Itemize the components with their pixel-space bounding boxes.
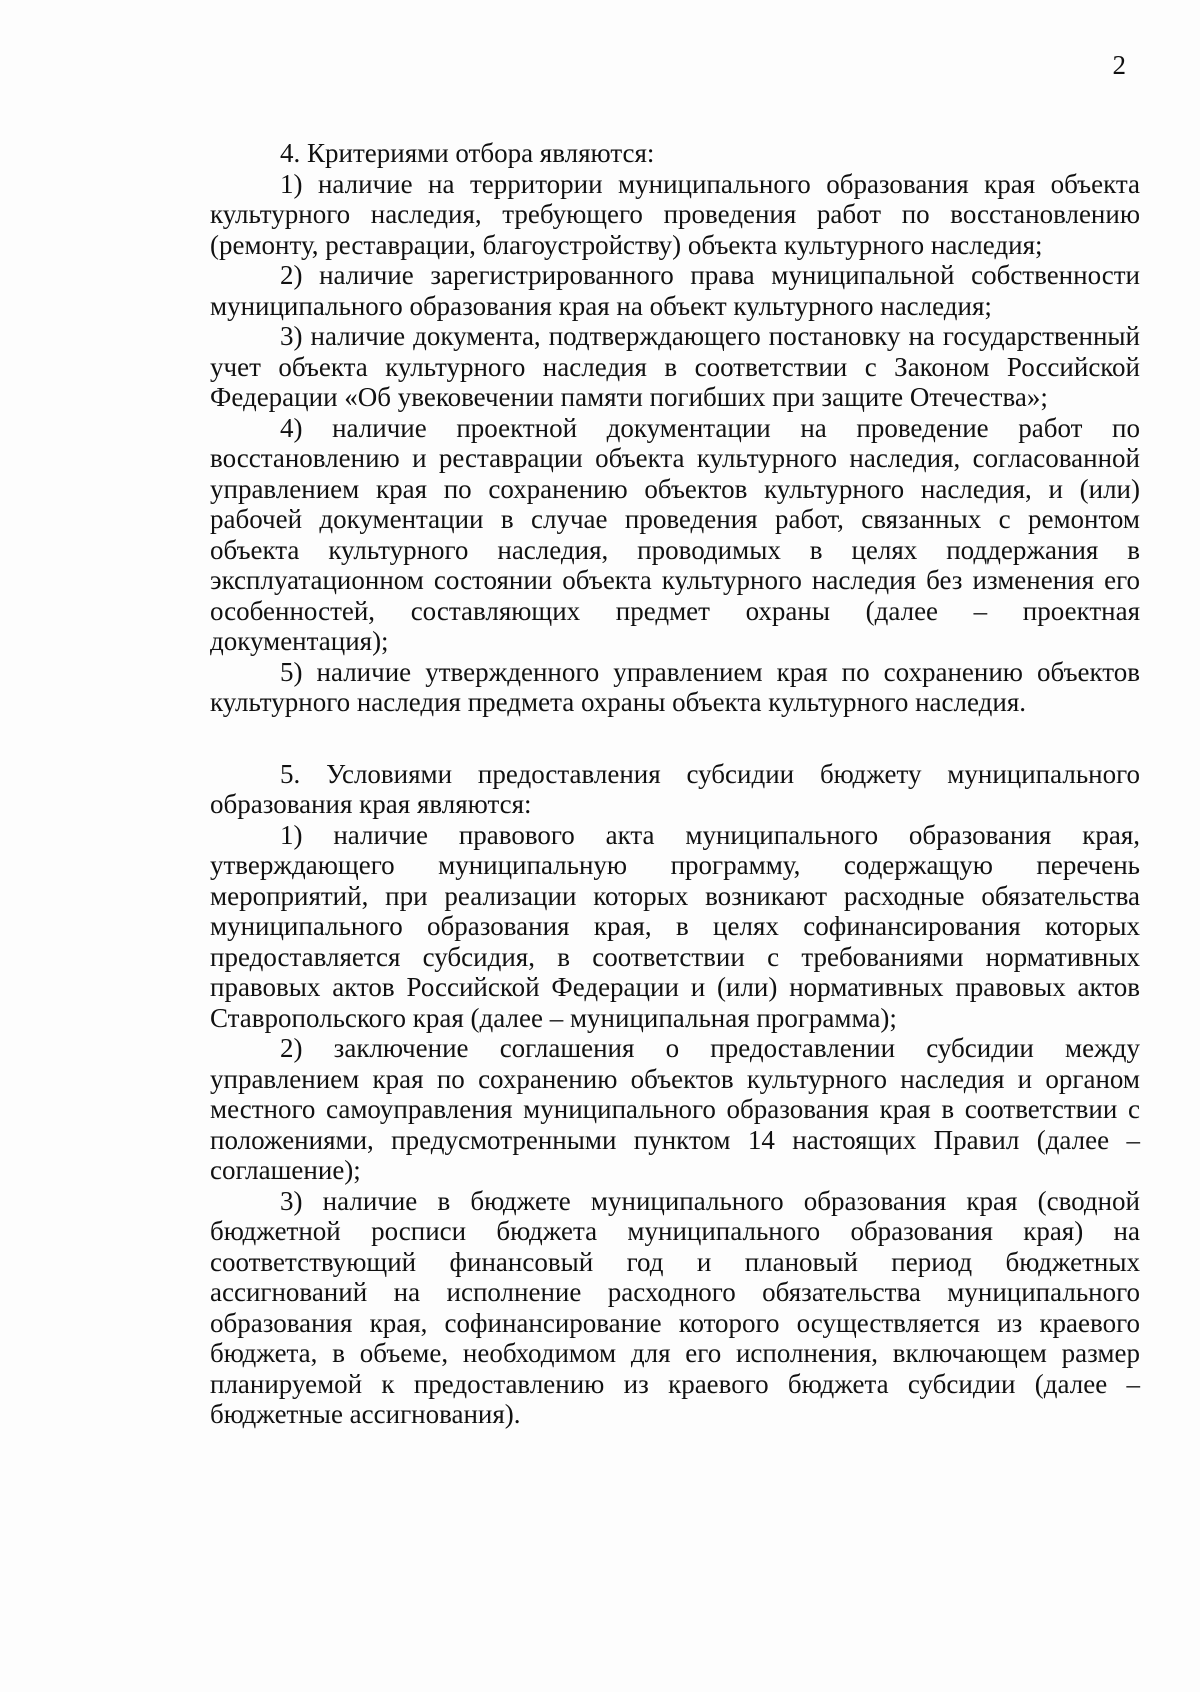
paragraph-conditions-3: 3) наличие в бюджете муниципального образования края (сводной бюджетной росписи бюджета муниципального образования края) на соответствующий финансовый год и плановый период бюджетных ассигнований на исполнение расходного обязательства муниципального образования края, софинансирование которого осуществляется из краевого бюджета, в объеме, необходимом для его исполнения, включающем размер планируемой к предоставлению из краевого бюджета субсидии (далее – бюджетные ассигнования). bbox=[210, 1185, 1140, 1429]
paragraph-criteria-5: 5) наличие утвержденного управлением края по сохранению объектов культурного наследия предмета охраны объекта культурного наследия. bbox=[210, 656, 1140, 717]
paragraph-criteria-3: 3) наличие документа, подтверждающего постановку на государственный учет объекта культурного наследия в соответствии с Законом Российской Федерации «Об увековечении памяти погибших при защите Отечества»; bbox=[210, 321, 1140, 412]
paragraph-conditions-heading: 5. Условиями предоставления субсидии бюджету муниципального образования края являются: bbox=[210, 758, 1140, 819]
document-body bbox=[210, 138, 1140, 1430]
paragraph-criteria-2: 2) наличие зарегистрированного права муниципальной собственности муниципального образования края на объект культурного наследия; bbox=[210, 260, 1140, 321]
paragraph-conditions-2: 2) заключение соглашения о предоставлении субсидии между управлением края по сохранению объектов культурного наследия и органом местного самоуправления муниципального образования края в соответствии с положениями, предусмотренными пунктом 14 настоящих Правил (далее – соглашение); bbox=[210, 1033, 1140, 1185]
paragraph-conditions-1: 1) наличие правового акта муниципального образования края, утверждающего муниципальную программу, содержащую перечень мероприятий, при реализации которых возникают расходные обязательства муниципального образования края, в целях софинансирования которых предоставляется субсидия, в соответствии с требованиями нормативных правовых актов Российской Федерации и (или) нормативных правовых актов Ставропольского края (далее – муниципальная программа); bbox=[210, 819, 1140, 1033]
page-number: 2 bbox=[1112, 50, 1126, 80]
paragraph-criteria-heading: 4. Критериями отбора являются: bbox=[280, 138, 655, 168]
paragraph-criteria-4: 4) наличие проектной документации на проведение работ по восстановлению и реставрации объекта культурного наследия, согласованной управлением края по сохранению объектов культурного наследия, и (или) рабочей документации в случае проведения работ, связанных с ремонтом объекта культурного наследия, проводимых в целях поддержания в эксплуатационном состоянии объекта культурного наследия без изменения его особенностей, составляющих предмет охраны (далее – проектная документация); bbox=[210, 412, 1140, 656]
paragraph-criteria-1: 1) наличие на территории муниципального образования края объекта культурного наследия, требующего проведения работ по восстановлению (ремонту, реставрации, благоустройству) объекта культурного наследия; bbox=[210, 168, 1140, 260]
